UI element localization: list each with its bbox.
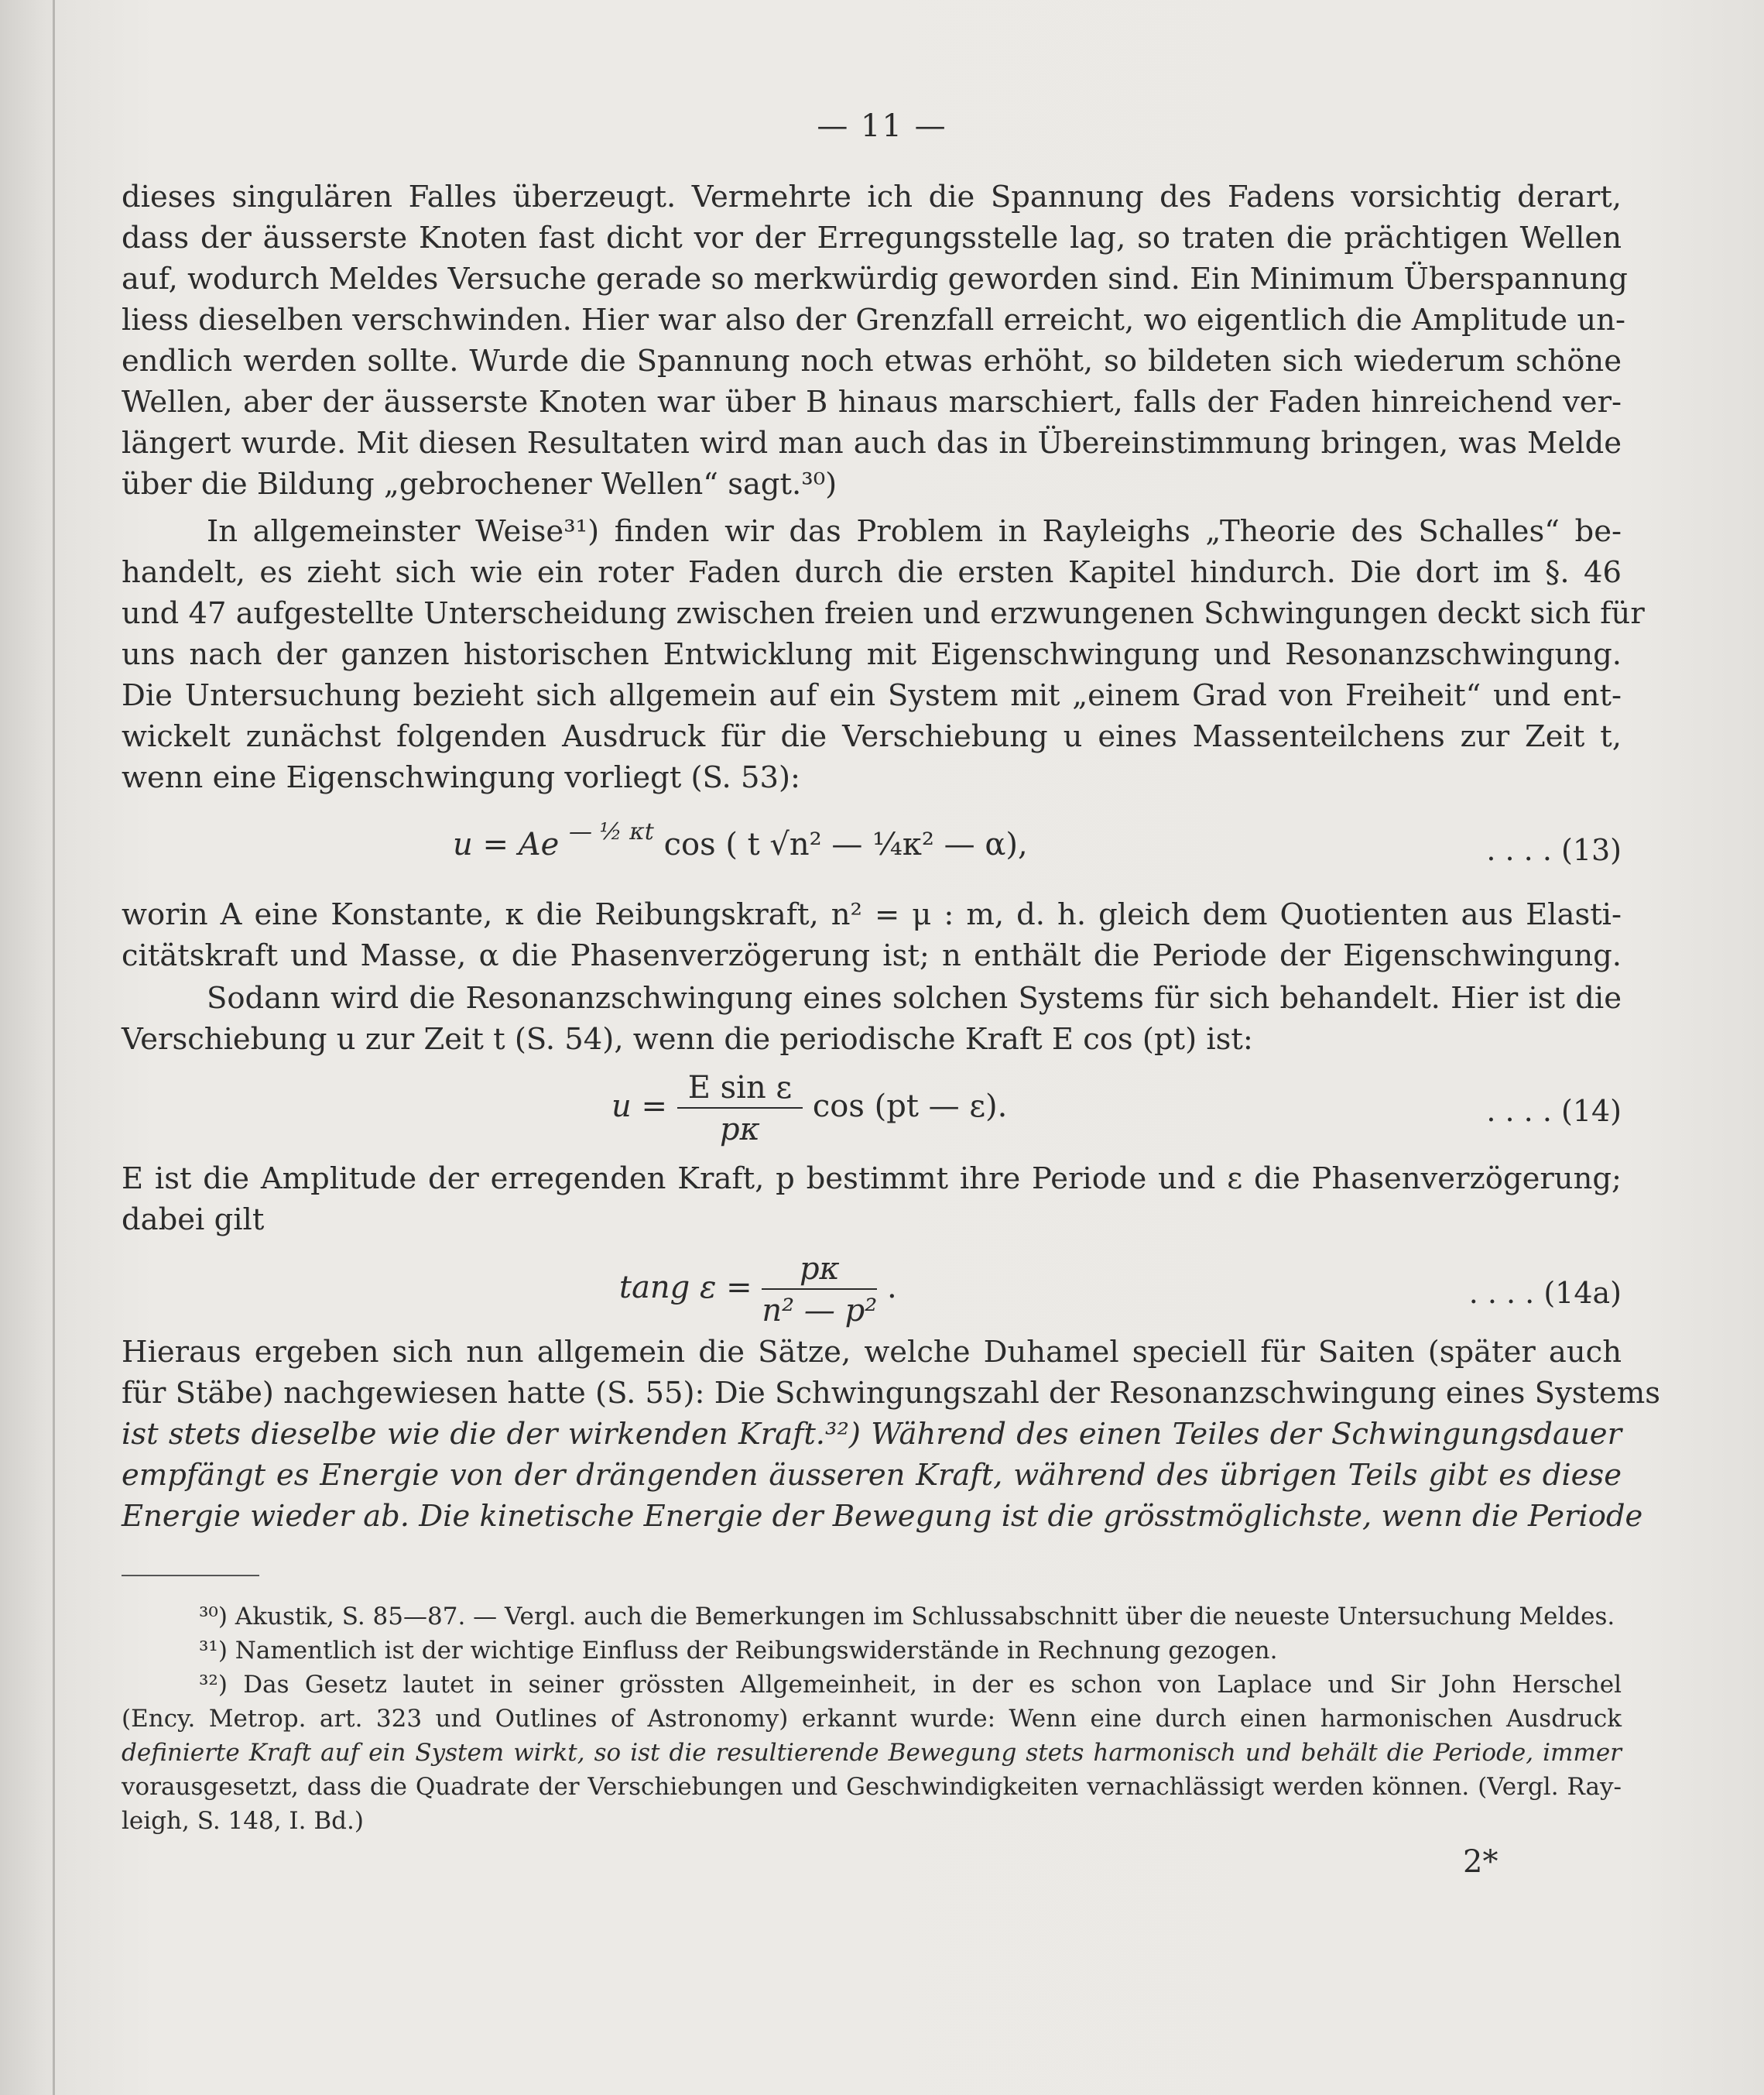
page-number: — 11 — [817, 108, 947, 144]
text-line: E ist die Amplitude der erregenden Kraft, p bestimmt ihre Periode und ε die Phasenverzögerung; [122, 1161, 1622, 1196]
eq14a-lhs: tang ε = [619, 1270, 752, 1305]
text-line: ist stets dieselbe wie die der wirkenden Kraft.³²) Während des einen Teiles der Schwingungsdauer [122, 1417, 1622, 1452]
text-line: Hieraus ergeben sich nun allgemein die Sätze, welche Duhamel speciell für Saiten (später auch [122, 1335, 1622, 1370]
eq14a-numerator: pκ [762, 1251, 877, 1290]
text-line: uns nach der ganzen historischen Entwicklung mit Eigenschwingung und Resonanzschwingung. [122, 637, 1622, 672]
text-line: Wellen, aber der äusserste Knoten war über B hinaus marschiert, falls der Faden hinreichend ver- [122, 385, 1622, 420]
footnote-31: ³¹) Namentlich ist der wichtige Einfluss der Reibungswiderstände in Rechnung gezogen. [199, 1637, 1278, 1665]
eq14-fraction [677, 1070, 803, 1147]
text-line: und 47 aufgestellte Unterscheidung zwischen freien und erzwungenen Schwingungen deckt sich für [122, 596, 1645, 631]
footnote-separator [122, 1575, 259, 1576]
text-line: dass der äusserste Knoten fast dicht vor der Erregungsstelle lag, so traten die prächtigen Wellen [122, 221, 1622, 255]
paragraph-5 [122, 1158, 1622, 1240]
paragraph-1 [122, 177, 1628, 505]
eq13-rhs: cos ( t √n² — ¼κ² — α), [663, 827, 1028, 862]
text-line: Energie wieder ab. Die kinetische Energie der Bewegung ist die grösstmöglichste, wenn die Periode [122, 1499, 1643, 1534]
text-line: über die Bildung „gebrochener Wellen“ sagt.³⁰) [122, 467, 837, 502]
eq14-rhs: cos (pt — ε). [812, 1089, 1008, 1124]
signature-mark: 2* [1463, 1844, 1499, 1880]
eq13-exponent: — ½ κt [568, 818, 654, 845]
binding-edge [53, 0, 55, 2095]
eq13-lhs: u = Ae [453, 827, 560, 862]
equation-14a [619, 1251, 897, 1329]
text-line: für Stäbe) nachgewiesen hatte (S. 55): Die Schwingungszahl der Resonanzschwingung eines Systems [122, 1376, 1660, 1411]
paragraph-6 [122, 1332, 1660, 1537]
eq14-denominator: pκ [720, 1112, 760, 1147]
footnote-30: ³⁰) Akustik, S. 85—87. — Vergl. auch die Bemerkungen im Schlussabschnitt über die neueste Untersuchung Meldes. [199, 1603, 1615, 1630]
text-line: wickelt zunächst folgenden Ausdruck für die Verschiebung u eines Massenteilchens zur Zeit t, [122, 719, 1622, 754]
eq14a-rhs: . [887, 1270, 897, 1305]
footnote-32-line: vorausgesetzt, dass die Quadrate der Verschiebungen und Geschwindigkeiten vernachlässigt werden können. (Vergl. Ray- [122, 1773, 1622, 1801]
text-line: auf, wodurch Meldes Versuche gerade so merkwürdig geworden sind. Ein Minimum Überspannung [122, 262, 1628, 297]
text-line: In allgemeinster Weise³¹) finden wir das Problem in Rayleighs „Theorie des Schalles“ be- [207, 514, 1622, 549]
footnote-32-line: ³²) Das Gesetz lautet in seiner grössten Allgemeinheit, in der es schon von Laplace und Sir John Herschel [199, 1671, 1622, 1699]
text-line: liess dieselben verschwinden. Hier war also der Grenzfall erreicht, wo eigentlich die Amplitude un- [122, 303, 1625, 338]
equation-13 [453, 818, 1028, 862]
equation-14 [611, 1070, 1007, 1147]
equation-number-14a: . . . . (14a) [1468, 1276, 1622, 1310]
footnote-32-line: definierte Kraft auf ein System wirkt, so ist die resultierende Bewegung stets harmonisch und behält die Periode, immer [122, 1739, 1622, 1767]
text-line: worin A eine Konstante, κ die Reibungskraft, n² = μ : m, d. h. gleich dem Quotienten aus Elasti- [122, 897, 1622, 932]
equation-number-14: . . . . (14) [1486, 1094, 1622, 1128]
text-line: Verschiebung u zur Zeit t (S. 54), wenn die periodische Kraft E cos (pt) ist: [122, 1022, 1253, 1057]
paragraph-3 [122, 894, 1622, 976]
text-line: Die Untersuchung bezieht sich allgemein auf ein System mit „einem Grad von Freiheit“ und ent- [122, 678, 1622, 713]
text-line: längert wurde. Mit diesen Resultaten wird man auch das in Übereinstimmung bringen, was Melde [122, 426, 1622, 461]
text-line: Sodann wird die Resonanzschwingung eines solchen Systems für sich behandelt. Hier ist die [207, 981, 1622, 1016]
text-line: empfängt es Energie von der drängenden äusseren Kraft, während des übrigen Teils gibt es diese [122, 1458, 1622, 1493]
footnote-32-line: leigh, S. 148, I. Bd.) [122, 1807, 364, 1835]
eq14a-fraction [762, 1251, 877, 1329]
paragraph-2 [122, 511, 1645, 798]
footnotes [122, 1600, 1622, 1838]
eq14-lhs: u = [611, 1089, 667, 1124]
paragraph-4 [122, 978, 1622, 1060]
text-line: wenn eine Eigenschwingung vorliegt (S. 53): [122, 760, 801, 795]
text-line: dabei gilt [122, 1202, 265, 1237]
eq14a-denominator: n² — p² [762, 1293, 878, 1329]
equation-number-13: . . . . (13) [1486, 833, 1622, 867]
eq14-numerator: E sin ε [677, 1070, 803, 1109]
text-line: handelt, es zieht sich wie ein roter Faden durch die ersten Kapitel hindurch. Die dort im §. 46 [122, 555, 1622, 590]
text-line: citätskraft und Masse, α die Phasenverzögerung ist; n enthält die Periode der Eigenschwingung. [122, 938, 1622, 973]
text-line: endlich werden sollte. Wurde die Spannung noch etwas erhöht, so bildeten sich wiederum schöne [122, 344, 1622, 379]
footnote-32-line: (Ency. Metrop. art. 323 und Outlines of Astronomy) erkannt wurde: Wenn eine durch einen harmonischen Ausdruck [122, 1705, 1622, 1733]
text-line: dieses singulären Falles überzeugt. Vermehrte ich die Spannung des Fadens vorsichtig derart, [122, 180, 1622, 214]
